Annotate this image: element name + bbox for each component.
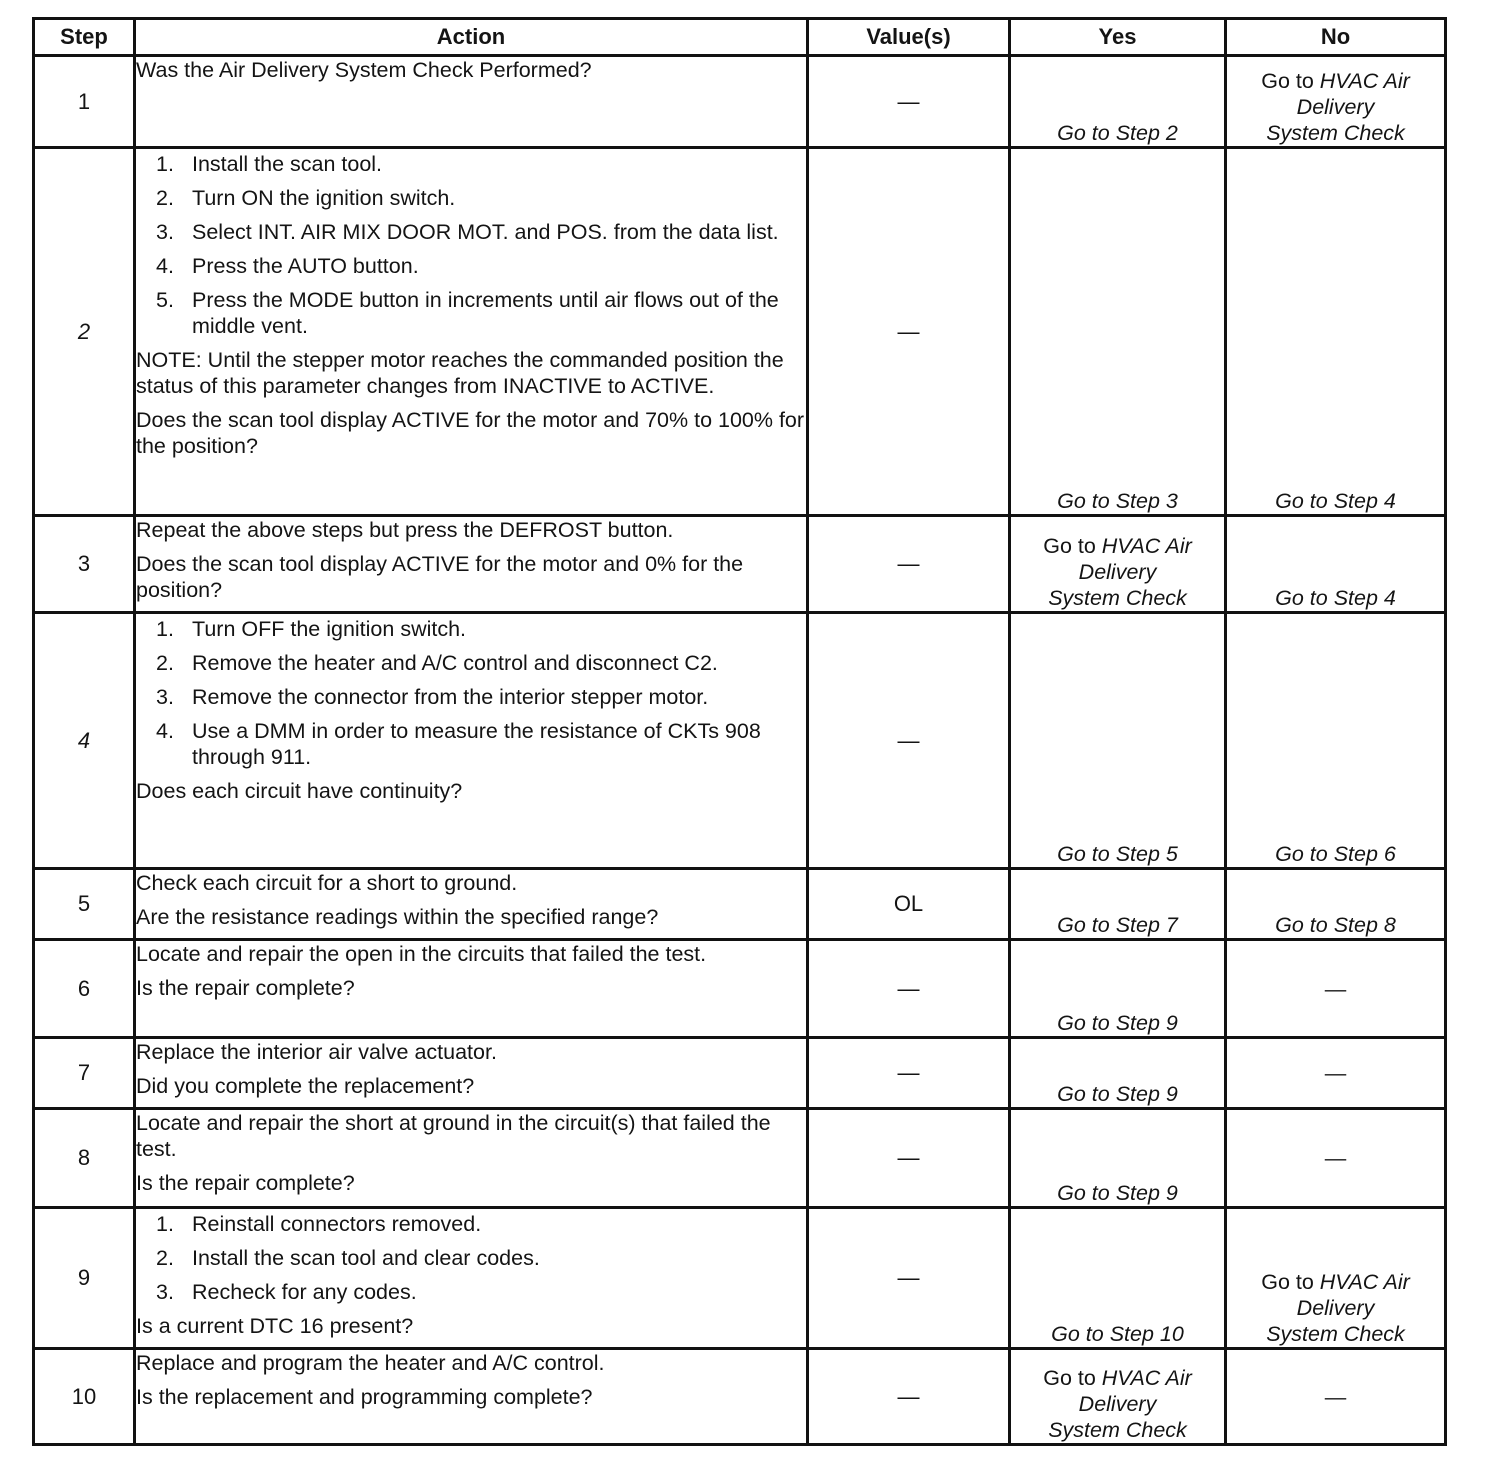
action-step-number: 3. (156, 685, 174, 709)
goto-step-link[interactable]: Go to Step 4 (1275, 489, 1396, 513)
action-step-item (136, 185, 806, 211)
goto-step-link[interactable]: Go to Step 3 (1057, 489, 1178, 513)
goto-target: HVAC Air (1101, 534, 1192, 558)
no-cell (1226, 1038, 1446, 1109)
action-step-item (136, 616, 806, 642)
header-no: No (1226, 19, 1446, 56)
action-text: Check each circuit for a short to ground. (136, 871, 518, 895)
no-cell (1226, 56, 1446, 148)
outcome-dash: — (1324, 1061, 1347, 1085)
step-number: 2 (34, 148, 135, 516)
value-cell: — (808, 148, 1010, 516)
step-number: 6 (34, 940, 135, 1038)
table-row (34, 56, 1446, 148)
action-step-item (136, 650, 806, 676)
goto-step-link[interactable]: Go to Step 7 (1057, 913, 1178, 937)
value-cell: — (808, 613, 1010, 869)
action-step-number: 2. (156, 186, 174, 210)
action-text: Are the resistance readings within the specified range? (136, 905, 659, 929)
value-cell: — (808, 516, 1010, 613)
yes-cell (1010, 1109, 1226, 1208)
yes-cell (1010, 869, 1226, 940)
value-cell: — (808, 56, 1010, 148)
yes-cell (1010, 1349, 1226, 1445)
value-cell: — (808, 1349, 1010, 1445)
action-text: Is a current DTC 16 present? (136, 1314, 414, 1338)
yes-cell (1010, 613, 1226, 869)
action-text: Was the Air Delivery System Check Performed? (136, 58, 592, 82)
goto-hvac-check-link[interactable] (1011, 1365, 1224, 1443)
value-cell: — (808, 1208, 1010, 1349)
goto-line: System Check (1266, 121, 1405, 145)
goto-line (1227, 68, 1444, 94)
action-cell (135, 613, 808, 869)
goto-hvac-check-link[interactable] (1011, 533, 1224, 611)
action-text: Is the replacement and programming complete? (136, 1385, 593, 1409)
action-step-number: 1. (156, 1212, 174, 1236)
action-step-text: Press the MODE button in increments until air flows out of the middle vent. (192, 288, 779, 338)
action-steps-list (136, 616, 806, 770)
no-cell (1226, 1208, 1446, 1349)
goto-step-link[interactable]: Go to Step 9 (1057, 1082, 1178, 1106)
action-step-text: Turn OFF the ignition switch. (192, 617, 467, 641)
goto-prefix: Go to (1261, 69, 1320, 93)
no-cell (1226, 869, 1446, 940)
action-step-item (136, 253, 806, 279)
goto-step-link[interactable]: Go to Step 2 (1057, 121, 1178, 145)
goto-step-link[interactable]: Go to Step 4 (1275, 586, 1396, 610)
action-step-item (136, 1279, 806, 1305)
header-yes: Yes (1010, 19, 1226, 56)
action-step-text: Use a DMM in order to measure the resistance of CKTs 908 through 911. (192, 719, 761, 769)
action-text: Does the scan tool display ACTIVE for the motor and 70% to 100% for the position? (136, 408, 805, 458)
no-cell (1226, 940, 1446, 1038)
goto-target: HVAC Air (1319, 69, 1410, 93)
action-step-item (136, 1211, 806, 1237)
step-number: 5 (34, 869, 135, 940)
table-body (34, 56, 1446, 1445)
action-text: NOTE: Until the stepper motor reaches the commanded position the status of this parameter changes from INACTIVE to ACTIVE. (136, 348, 784, 398)
action-step-item (136, 219, 806, 245)
action-steps-list (136, 151, 806, 339)
step-number: 8 (34, 1109, 135, 1208)
goto-step-link[interactable]: Go to Step 8 (1275, 913, 1396, 937)
action-step-text: Install the scan tool and clear codes. (192, 1246, 540, 1270)
goto-line: Delivery (1296, 1296, 1375, 1320)
action-step-number: 2. (156, 1246, 174, 1270)
action-step-text: Install the scan tool. (192, 152, 383, 176)
value-cell: — (808, 1109, 1010, 1208)
goto-hvac-check-link[interactable] (1227, 68, 1444, 146)
goto-prefix: Go to (1043, 534, 1102, 558)
outcome-dash: — (1324, 976, 1347, 1001)
table-row (34, 869, 1446, 940)
action-text: Did you complete the replacement? (136, 1074, 475, 1098)
action-cell (135, 56, 808, 148)
action-step-number: 1. (156, 152, 174, 176)
value-cell: OL (808, 869, 1010, 940)
goto-line (1011, 1365, 1224, 1391)
action-cell (135, 1208, 808, 1349)
yes-cell (1010, 148, 1226, 516)
step-number: 4 (34, 613, 135, 869)
action-step-number: 4. (156, 719, 174, 743)
yes-cell (1010, 1038, 1226, 1109)
action-step-text: Reinstall connectors removed. (192, 1212, 482, 1236)
action-cell (135, 1038, 808, 1109)
goto-target: HVAC Air (1101, 1366, 1192, 1390)
table-row (34, 1208, 1446, 1349)
header-step: Step (34, 19, 135, 56)
step-number: 3 (34, 516, 135, 613)
value-cell: — (808, 1038, 1010, 1109)
goto-step-link[interactable]: Go to Step 5 (1057, 842, 1178, 866)
action-cell (135, 1349, 808, 1445)
goto-line: System Check (1266, 1322, 1405, 1346)
no-cell (1226, 1349, 1446, 1445)
action-step-number: 2. (156, 651, 174, 675)
goto-prefix: Go to (1043, 1366, 1102, 1390)
action-step-text: Recheck for any codes. (192, 1280, 417, 1304)
goto-hvac-check-link[interactable] (1227, 1269, 1444, 1347)
step-number: 7 (34, 1038, 135, 1109)
goto-prefix: Go to (1261, 1270, 1320, 1294)
action-cell (135, 869, 808, 940)
no-cell (1226, 1109, 1446, 1208)
step-number: 10 (34, 1349, 135, 1445)
goto-line: Delivery (1078, 560, 1157, 584)
action-step-number: 1. (156, 617, 174, 641)
table-row (34, 940, 1446, 1038)
action-step-text: Select INT. AIR MIX DOOR MOT. and POS. from the data list. (192, 220, 779, 244)
action-text: Replace the interior air valve actuator. (136, 1040, 497, 1064)
action-cell (135, 148, 808, 516)
action-step-item (136, 718, 806, 770)
action-step-number: 3. (156, 1280, 174, 1304)
action-step-item (136, 684, 806, 710)
action-text: Is the repair complete? (136, 976, 355, 1000)
table-row (34, 1109, 1446, 1208)
action-step-text: Press the AUTO button. (192, 254, 419, 278)
action-step-item (136, 1245, 806, 1271)
header-values: Value(s) (808, 19, 1010, 56)
header-action: Action (135, 19, 808, 56)
yes-cell (1010, 516, 1226, 613)
action-text: Does each circuit have continuity? (136, 779, 463, 803)
goto-line: System Check (1048, 586, 1187, 610)
action-step-item (136, 151, 806, 177)
action-step-number: 4. (156, 254, 174, 278)
table-row (34, 613, 1446, 869)
action-cell (135, 940, 808, 1038)
action-step-text: Remove the heater and A/C control and disconnect C2. (192, 651, 718, 675)
step-number: 9 (34, 1208, 135, 1349)
yes-cell (1010, 56, 1226, 148)
header-row (34, 19, 1446, 56)
goto-line (1011, 533, 1224, 559)
action-step-number: 3. (156, 220, 174, 244)
value-cell: — (808, 940, 1010, 1038)
yes-cell (1010, 940, 1226, 1038)
goto-step-link[interactable]: Go to Step 6 (1275, 842, 1396, 866)
goto-step-link[interactable]: Go to Step 9 (1057, 1181, 1178, 1205)
action-text: Is the repair complete? (136, 1171, 355, 1195)
action-steps-list (136, 1211, 806, 1305)
no-cell (1226, 613, 1446, 869)
outcome-dash: — (1324, 1146, 1347, 1170)
outcome-dash: — (1324, 1384, 1347, 1409)
no-cell (1226, 516, 1446, 613)
action-text: Repeat the above steps but press the DEFROST button. (136, 518, 674, 542)
action-text: Locate and repair the short at ground in the circuit(s) that failed the test. (136, 1111, 771, 1161)
action-text: Replace and program the heater and A/C control. (136, 1351, 605, 1375)
table-row (34, 1038, 1446, 1109)
step-number: 1 (34, 56, 135, 148)
action-step-number: 5. (156, 288, 174, 312)
goto-line: System Check (1048, 1418, 1187, 1442)
goto-line: Delivery (1296, 95, 1375, 119)
goto-target: HVAC Air (1319, 1270, 1410, 1294)
table-row (34, 1349, 1446, 1445)
goto-line: Delivery (1078, 1392, 1157, 1416)
action-text: Locate and repair the open in the circuits that failed the test. (136, 942, 707, 966)
action-text: Does the scan tool display ACTIVE for the motor and 0% for the position? (136, 552, 744, 602)
diagnostic-table (32, 17, 1447, 1446)
action-cell (135, 1109, 808, 1208)
goto-line (1227, 1269, 1444, 1295)
action-step-item (136, 287, 806, 339)
goto-step-link[interactable]: Go to Step 10 (1051, 1322, 1184, 1346)
action-step-text: Remove the connector from the interior stepper motor. (192, 685, 709, 709)
yes-cell (1010, 1208, 1226, 1349)
table-row (34, 148, 1446, 516)
action-cell (135, 516, 808, 613)
no-cell (1226, 148, 1446, 516)
goto-step-link[interactable]: Go to Step 9 (1057, 1011, 1178, 1035)
action-step-text: Turn ON the ignition switch. (192, 186, 456, 210)
table-row (34, 516, 1446, 613)
